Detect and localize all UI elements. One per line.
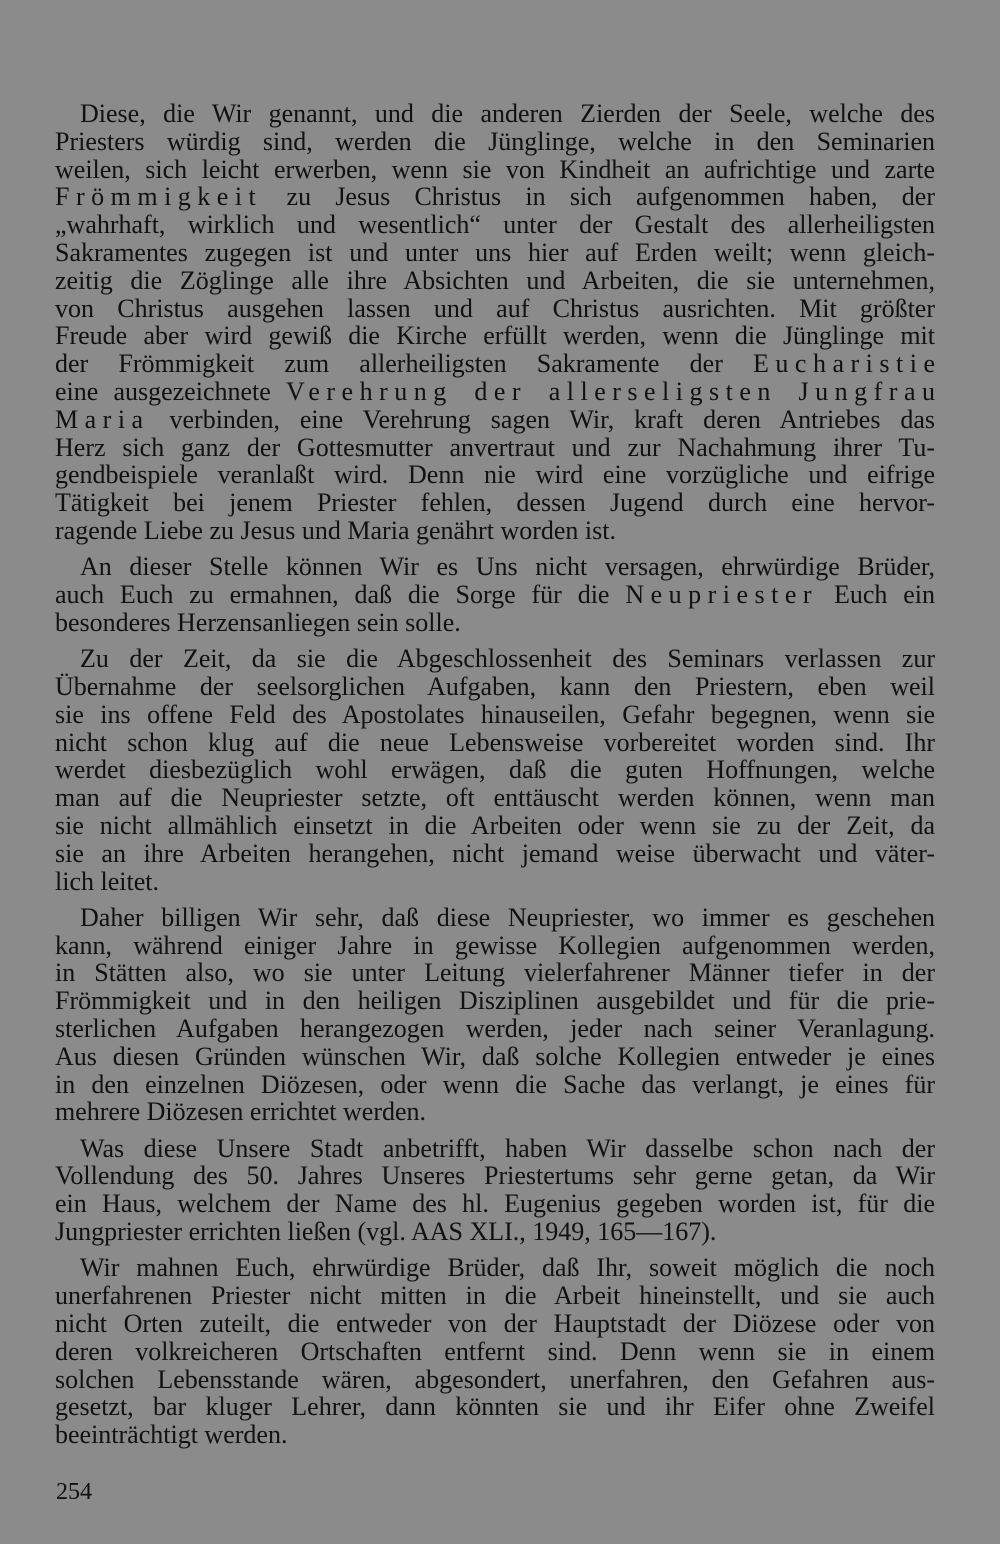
text-line (55, 322, 935, 350)
line-text: in Stätten also, wo sie unter Leitung vielerfahrener Männer tiefer in der (55, 958, 935, 988)
line-text: Was diese Unsere Stadt anbetrifft, haben Wir dasselbe schon nach der (80, 1133, 935, 1163)
text-line (55, 434, 935, 462)
text-line (55, 1338, 935, 1366)
paragraph (55, 99, 942, 545)
spaced-text: Verehrung der allerseligsten Jungfrau (285, 376, 942, 406)
text-line (55, 1310, 935, 1338)
text-line (55, 1071, 935, 1099)
text-line (55, 784, 935, 812)
text-line (55, 1190, 935, 1218)
line-text: Daher billigen Wir sehr, daß diese Neupriester, wo immer es geschehen (80, 902, 935, 932)
line-text: mehrere Diözesen errichtet werden. (55, 1097, 427, 1127)
text-line (55, 609, 935, 637)
line-text: An dieser Stelle können Wir es Uns nicht versagen, ehrwürdige Brüder, (80, 552, 935, 582)
paragraph (55, 553, 935, 636)
line-text: sie ins offene Feld des Apostolates hinauseilen, Gefahr begegnen, wenn sie (55, 699, 935, 729)
line-text: zu Jesus Christus in sich aufgenommen haben, der (262, 182, 935, 212)
text-line (55, 729, 935, 757)
line-text: kann, während einiger Jahre in gewisse Kollegien aufgenommen werden, (55, 930, 935, 960)
line-text: ein Haus, welchem der Name des hl. Eugenius gegeben worden ist, für die (55, 1189, 935, 1219)
text-line (55, 868, 935, 896)
text-column (55, 99, 942, 1450)
text-line (55, 1393, 935, 1421)
text-line (55, 581, 935, 609)
line-text: sie nicht allmählich einsetzt in die Arbeiten oder wenn sie zu der Zeit, da (55, 810, 935, 840)
page-number: 254 (56, 1479, 92, 1505)
paragraph (55, 645, 935, 895)
line-text: auch Euch zu ermahnen, daß die Sorge für die (55, 580, 626, 610)
text-line (55, 1015, 935, 1043)
line-text: Sakramentes zugegen ist und unter uns hier auf Erden weilt; wenn gleich- (55, 237, 935, 267)
text-line (55, 295, 935, 323)
line-text: Zu der Zeit, da sie die Abgeschlossenheit des Seminars verlassen zur (80, 644, 935, 674)
line-text: solchen Lebensstande wären, abgesondert, unerfahren, den Gefahren aus- (55, 1364, 935, 1394)
line-text: besonderes Herzensanliegen sein solle. (55, 607, 461, 637)
paragraph (55, 1135, 935, 1246)
text-line (55, 517, 935, 545)
line-text: gesetzt, bar kluger Lehrer, dann könnten sie und ihr Eifer ohne Zweifel (55, 1392, 935, 1422)
text-line (55, 1162, 935, 1190)
line-text: „wahrhaft, wirklich und wesentlich“ unter der Gestalt des allerheiligsten (55, 210, 935, 240)
line-text: Euch ein (818, 580, 935, 610)
text-line (55, 932, 935, 960)
line-text: werdet diesbezüglich wohl erwägen, daß die guten Hoffnungen, welche (55, 755, 935, 785)
paragraph (55, 904, 935, 1126)
line-text: unerfahrenen Priester nicht mitten in die Arbeit hineinstellt, und sie auch (55, 1281, 935, 1311)
line-text: Freude aber wird gewiß die Kirche erfüllt werden, wenn die Jünglinge mit (55, 321, 935, 351)
spaced-text: Maria (55, 404, 150, 434)
line-text: Vollendung des 50. Jahres Unseres Priestertums sehr gerne getan, da Wir (55, 1161, 935, 1191)
line-text: Aus diesen Gründen wünschen Wir, daß solche Kollegien entweder je eines (55, 1041, 935, 1071)
line-text: von Christus ausgehen lassen und auf Christus ausrichten. Mit größter (55, 293, 935, 323)
text-line (55, 211, 935, 239)
text-line (55, 406, 935, 434)
text-line (55, 183, 935, 211)
line-text: in den einzelnen Diözesen, oder wenn die Sache das verlangt, je eines für (55, 1069, 935, 1099)
text-line (55, 100, 935, 128)
text-line (55, 1098, 935, 1126)
line-text: nicht Orten zuteilt, die entweder von der Hauptstadt der Diözese oder von (55, 1308, 935, 1338)
line-text: nicht schon klug auf die neue Lebensweise vorbereitet worden sind. Ihr (55, 727, 935, 757)
line-text: verbinden, eine Verehrung sagen Wir, kraft deren Antriebes das (149, 404, 935, 434)
text-line (55, 1366, 935, 1394)
line-text: ragende Liebe zu Jesus und Maria genährt worden ist. (55, 515, 616, 545)
line-text: sie an ihre Arbeiten herangehen, nicht jemand weise überwacht und väter- (55, 838, 935, 868)
text-line (55, 987, 935, 1015)
text-line (55, 239, 935, 267)
text-line (55, 904, 935, 932)
line-text: Priesters würdig sind, werden die Jünglinge, welche in den Seminarien (55, 126, 935, 156)
text-line (55, 1043, 935, 1071)
text-line (55, 156, 935, 184)
text-line (55, 349, 942, 379)
text-line (55, 553, 935, 581)
line-text: man auf die Neupriester setzte, oft enttäuscht werden können, wenn man (55, 783, 935, 813)
line-text: Jungpriester errichten ließen (vgl. AAS XLI., 1949, 165—167). (55, 1217, 717, 1247)
line-text: zeitig die Zöglinge alle ihre Absichten und Arbeiten, die sie unternehmen, (55, 265, 935, 295)
text-line (55, 128, 935, 156)
text-line (55, 701, 935, 729)
text-line (55, 645, 935, 673)
text-line (55, 489, 935, 517)
line-text: Frömmigkeit und in den heiligen Disziplinen ausgebildet und für die prie- (55, 986, 935, 1016)
text-line (55, 1282, 935, 1310)
line-text: Diese, die Wir genannt, und die anderen Zierden der Seele, welche des (80, 99, 935, 128)
line-text: der Frömmigkeit zum allerheiligsten Sakramente der (55, 349, 754, 379)
line-text: sterlichen Aufgaben herangezogen werden, jeder nach seiner Veranlagung. (55, 1014, 935, 1043)
line-text: beeinträchtigt werden. (55, 1420, 288, 1450)
line-text: Übernahme der seelsorglichen Aufgaben, kann den Priestern, eben weil (55, 671, 935, 701)
line-text: deren volkreicheren Ortschaften entfernt sind. Denn wenn sie in einem (55, 1336, 935, 1366)
line-text: weilen, sich leicht erwerben, wenn sie von Kindheit an aufrichtige und zarte (55, 154, 935, 184)
text-line (55, 376, 942, 406)
text-line (55, 959, 935, 987)
text-line (55, 673, 935, 701)
text-line (55, 461, 935, 489)
text-line (55, 1421, 935, 1449)
line-text: eine ausgezeichnete (55, 376, 286, 406)
text-line (55, 1218, 935, 1246)
spaced-text: Eucharistie (753, 349, 942, 379)
line-text: Herz sich ganz der Gottesmutter anvertraut und zur Nachahmung ihrer Tu- (55, 432, 935, 462)
line-text: lich leitet. (55, 866, 159, 896)
text-line (55, 1135, 935, 1163)
spaced-text: Neupriester (625, 580, 819, 610)
spaced-text: Frömmigkeit (55, 182, 263, 212)
text-line (55, 840, 935, 868)
text-line (55, 1254, 935, 1282)
line-text: Wir mahnen Euch, ehrwürdige Brüder, daß Ihr, soweit möglich die noch (80, 1253, 935, 1283)
paragraph (55, 1254, 935, 1449)
line-text: gendbeispiele veranlaßt wird. Denn nie wird eine vorzügliche und eifrige (55, 460, 935, 490)
line-text: Tätigkeit bei jenem Priester fehlen, dessen Jugend durch eine hervor- (55, 488, 935, 518)
text-line (55, 812, 935, 840)
text-line (55, 756, 935, 784)
text-line (55, 267, 935, 295)
